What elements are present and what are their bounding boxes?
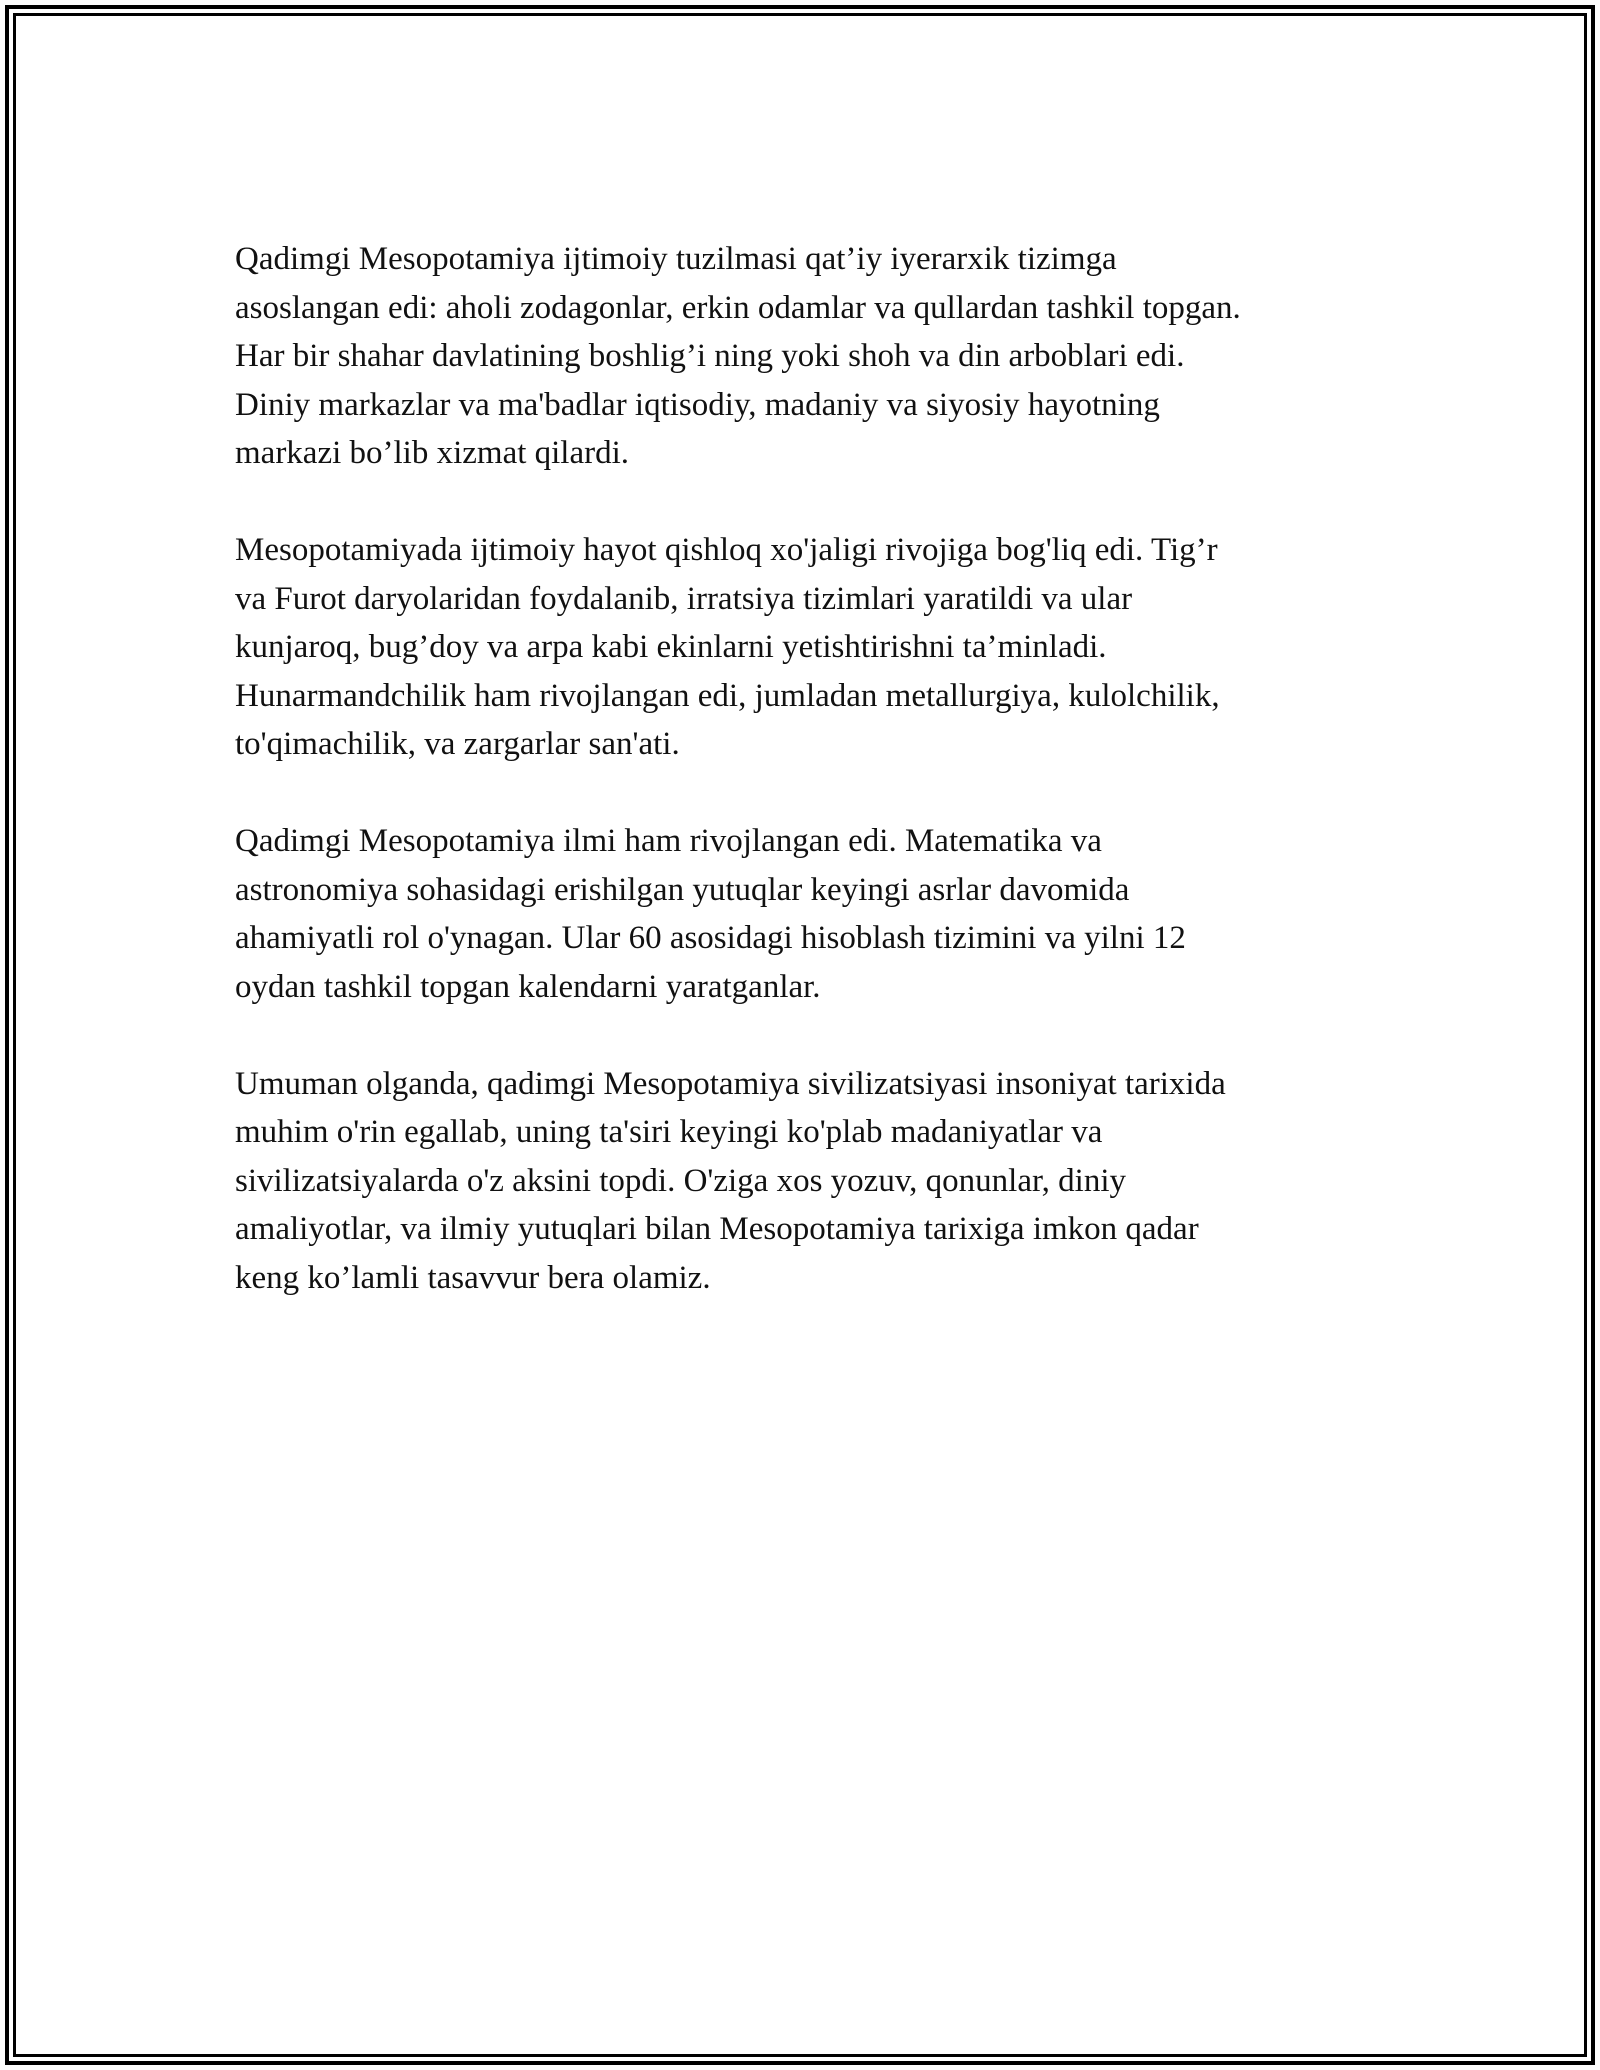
paragraph-conclusion: Umuman olganda, qadimgi Mesopotamiya sivilizatsiyasi insoniyat tarixida muhim o'rin egallab, uning ta'siri keyingi ko'plab madaniyatlar va sivilizatsiyalarda o'z aksini topdi. O'ziga xos yozuv, qonunlar, diniy amaliyotlar, va ilmiy yutuqlari bilan Mesopotamiya tarixiga imkon qadar keng ko’lamli tasavvur bera olamiz. bbox=[235, 1065, 1226, 1296]
paragraph-social-structure: Qadimgi Mesopotamiya ijtimoiy tuzilmasi qat’iy iyerarxik tizimga asoslangan edi: aholi zodagonlar, erkin odamlar va qullardan tashkil topgan. Har bir shahar davlatining boshlig’i ning yoki shoh va din arboblari edi. Diniy markazlar va ma'badlar iqtisodiy, madaniy va siyosiy hayotning markazi bo’lib xizmat qilardi. bbox=[235, 241, 1241, 471]
paragraph-science: Qadimgi Mesopotamiya ilmi ham rivojlangan edi. Matematika va astronomiya sohasidagi erishilgan yutuqlar keyingi asrlar davomida ahamiyatli rol o'ynagan. Ular 60 asosidagi hisoblash tizimini va yilni 12 oydan tashkil topgan kalendarni yaratganlar. bbox=[235, 823, 1186, 1005]
document-body bbox=[235, 235, 1375, 1351]
paragraph-agriculture: Mesopotamiyada ijtimoiy hayot qishloq xo'jaligi rivojiga bog'liq edi. Tig’r va Furot daryolaridan foydalanib, irratsiya tizimlari yaratildi va ular kunjaroq, bug’doy va arpa kabi ekinlarni yetishtirishni ta’minladi. Hunarmandchilik ham rivojlangan edi, jumladan metallurgiya, kulolchilik, to'qimachilik, va zargarlar san'ati. bbox=[235, 532, 1220, 762]
